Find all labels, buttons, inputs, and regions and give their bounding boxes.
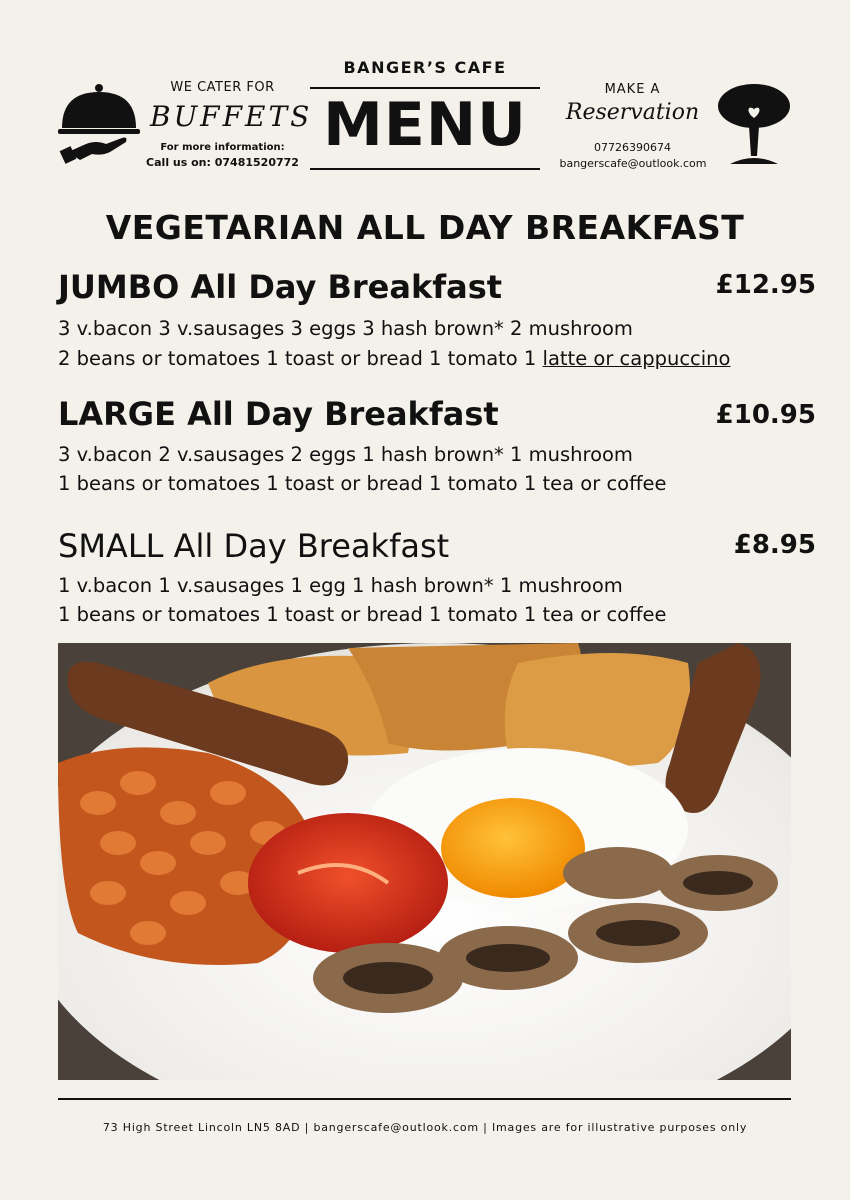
cater-heading: WE CATER FOR <box>170 80 275 95</box>
breakfast-photo <box>58 643 791 1080</box>
item-desc-small-line2: 1 beans or tomatoes 1 toast or bread 1 tomato 1 tea or coffee <box>58 603 667 626</box>
item-desc-jumbo-line2 <box>58 344 730 374</box>
item-desc-large-line1: 3 v.bacon 2 v.sausages 2 eggs 1 hash brown* 1 mushroom <box>58 443 633 466</box>
title-bottom-rule <box>310 168 540 170</box>
title-top-rule <box>310 87 540 89</box>
item-name-small: SMALL All Day Breakfast <box>58 527 450 565</box>
item-desc-large-line2: 1 beans or tomatoes 1 toast or bread 1 tomato 1 tea or coffee <box>58 472 667 495</box>
latte-cappuccino-link[interactable]: latte or cappuccino <box>542 347 731 370</box>
item-desc-jumbo-line1: 3 v.bacon 3 v.sausages 3 eggs 3 hash brown* 2 mushroom <box>58 317 633 340</box>
item-price-jumbo: £12.95 <box>715 270 816 300</box>
footer-text: 73 High Street Lincoln LN5 8AD | bangerscafe@outlook.com | Images are for illustrative purposes only <box>102 1121 748 1134</box>
reservation-email[interactable]: bangerscafe@outlook.com <box>559 157 707 170</box>
item-name-large: LARGE All Day Breakfast <box>58 395 499 433</box>
info-label: For more information: <box>160 142 285 153</box>
item-price-large: £10.95 <box>715 400 816 430</box>
cafe-name: BANGER’S CAFE <box>343 58 507 77</box>
reservation-script[interactable]: Reservation <box>565 100 700 125</box>
call-us-phone[interactable]: Call us on: 07481520772 <box>146 156 299 169</box>
buffets-script: BUFFETS <box>150 100 313 133</box>
menu-title: MENU <box>323 90 527 160</box>
cloche-serving-icon <box>56 82 142 168</box>
make-a-label: MAKE A <box>604 82 661 97</box>
item-desc-jumbo-line2-text: 2 beans or tomatoes 1 toast or bread 1 tomato 1 <box>58 347 543 370</box>
tree-heart-icon <box>716 82 792 168</box>
footer-rule <box>58 1098 791 1100</box>
item-desc-small-line1: 1 v.bacon 1 v.sausages 1 egg 1 hash brown* 1 mushroom <box>58 574 623 597</box>
reservation-phone[interactable]: 07726390674 <box>594 141 671 154</box>
item-price-small: £8.95 <box>733 530 816 560</box>
section-title: VEGETARIAN ALL DAY BREAKFAST <box>105 208 745 247</box>
item-name-jumbo: JUMBO All Day Breakfast <box>58 268 503 306</box>
